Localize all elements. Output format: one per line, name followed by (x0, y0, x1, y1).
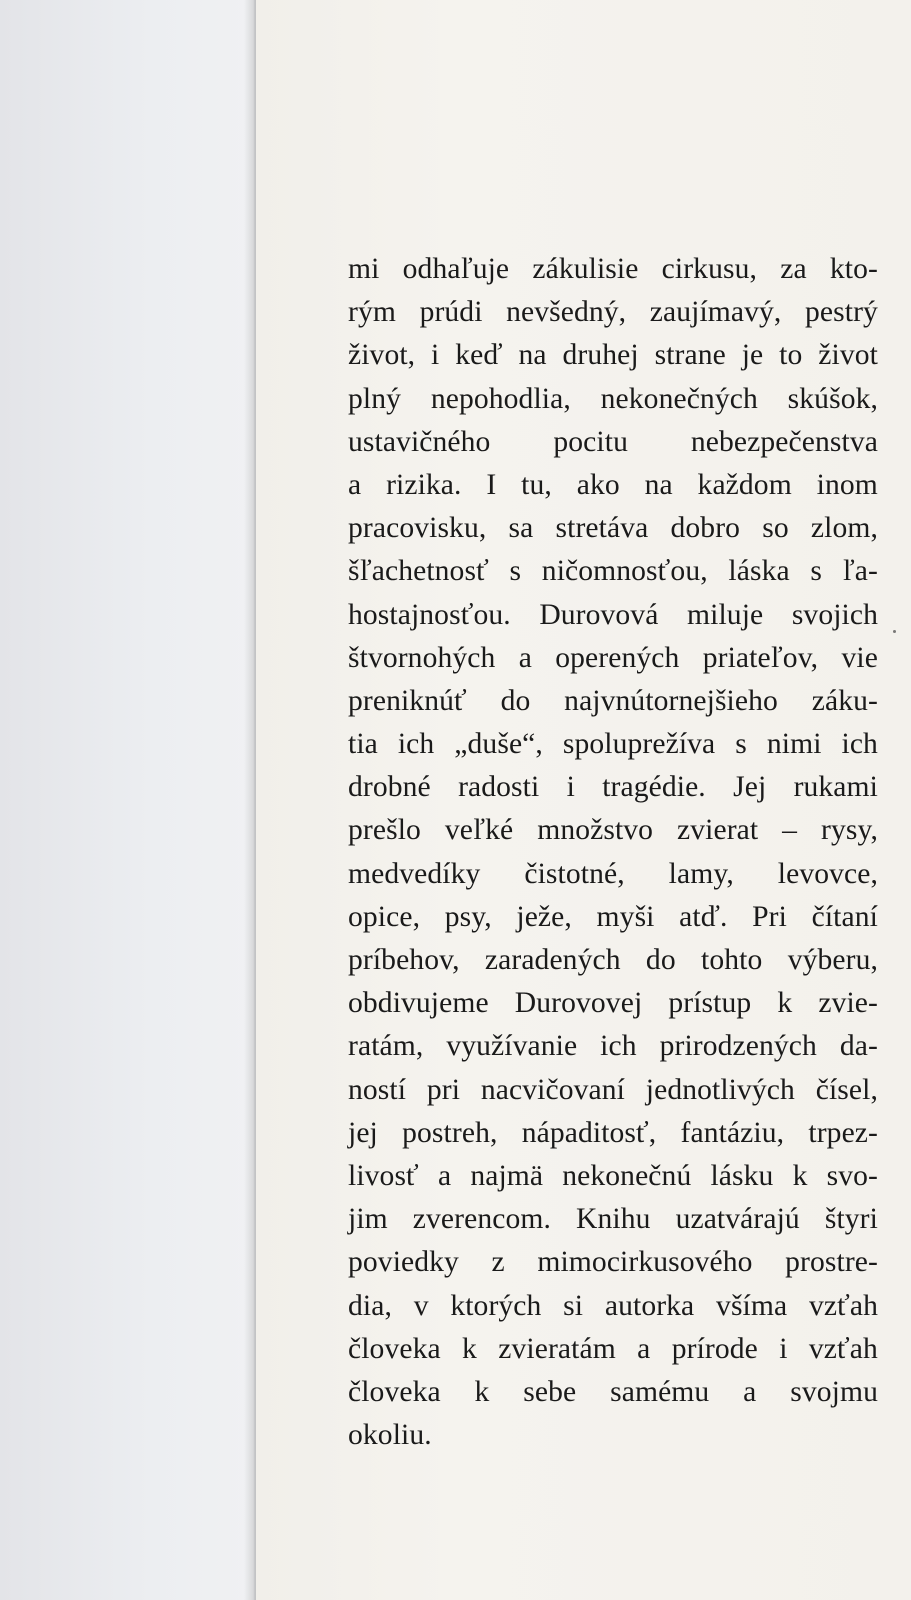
word: hostajnosťou. (348, 598, 511, 631)
word: a (743, 1375, 757, 1408)
word: jej (348, 1116, 378, 1149)
word: nacvičovaní (480, 1073, 625, 1106)
word: pestrý (805, 296, 878, 329)
word: rysy, (821, 814, 878, 847)
word: rizika. (386, 468, 462, 501)
word: tia (348, 728, 378, 761)
word: samému (610, 1375, 710, 1408)
word: obdivujeme (348, 987, 489, 1020)
word: svojich (791, 598, 878, 631)
text-line (348, 334, 878, 377)
word: mimocirkusového (537, 1246, 753, 1279)
body-text-paragraph (348, 248, 878, 1457)
word: prístup (668, 987, 752, 1020)
word: k (462, 1332, 477, 1365)
word: a (348, 468, 362, 501)
word: cirkusu, (661, 253, 757, 285)
word: ježe, (516, 900, 572, 933)
word: v (413, 1289, 429, 1322)
left-page (0, 0, 254, 1600)
word: uzatvárajú (675, 1203, 800, 1236)
word: človeka (348, 1375, 441, 1408)
word: prírode (671, 1332, 758, 1365)
word: človeka (348, 1332, 441, 1365)
text-line (348, 853, 878, 896)
word: I (486, 468, 497, 501)
word: vzťah (808, 1289, 878, 1322)
word: stretáva (555, 512, 649, 545)
word: i (779, 1332, 788, 1365)
word: dia, (348, 1289, 392, 1322)
word: spoluprežíva (562, 728, 716, 761)
word: miluje (687, 598, 764, 631)
text-line (348, 766, 878, 809)
word: a (637, 1332, 651, 1365)
text-line-last: okoliu. (348, 1419, 432, 1452)
text-line (348, 1069, 878, 1112)
word: fantáziu, (680, 1116, 785, 1149)
word: skúšok, (787, 382, 878, 415)
word: nekonečných (600, 382, 758, 415)
word: tohto (701, 944, 763, 976)
word: ničomnosťou, (541, 555, 708, 588)
text-line (348, 464, 878, 507)
word: drobné (348, 771, 431, 804)
text-line (348, 1112, 878, 1155)
word: čítaní (811, 900, 878, 933)
word: Knihu (576, 1203, 651, 1236)
word: ich (600, 1030, 637, 1063)
word: rukami (793, 771, 878, 804)
word: vie (841, 641, 878, 674)
word: Durovová (539, 598, 659, 631)
text-line (348, 723, 878, 766)
word: myši (596, 900, 655, 933)
word: inom (816, 468, 878, 501)
word: život, (348, 339, 416, 372)
word: odhaľuje (402, 253, 510, 285)
word: livosť (348, 1159, 419, 1192)
text-line (348, 1155, 878, 1198)
word: prešlo (348, 814, 421, 847)
word: pri (426, 1073, 461, 1106)
word: prúdi (419, 296, 483, 329)
word: zaujímavý, (649, 296, 782, 329)
word: kto- (829, 253, 878, 285)
word: zaradených (484, 944, 621, 976)
word: svojmu (790, 1375, 878, 1408)
text-line (348, 896, 878, 939)
text-line (348, 507, 878, 550)
word: preniknúť (348, 684, 467, 717)
word: nápaditosť, (521, 1116, 657, 1149)
text-line (348, 291, 878, 334)
word: operených (555, 641, 680, 674)
text-line (348, 421, 878, 464)
text-line (348, 594, 878, 637)
text-line (348, 550, 878, 593)
text-line (348, 637, 878, 680)
word: plný (348, 382, 402, 415)
word: nekonečnú (562, 1159, 692, 1192)
word: – (782, 814, 798, 847)
word: k (777, 987, 793, 1020)
word: trpez- (808, 1116, 878, 1149)
text-line (348, 1198, 878, 1241)
word: výberu, (787, 944, 878, 976)
word: príbehov, (348, 944, 460, 976)
word: zvierat (677, 814, 759, 847)
word: keď (455, 339, 503, 372)
word: zlom, (810, 512, 878, 545)
word: štvornohých (348, 641, 496, 674)
word: prostre- (785, 1246, 878, 1279)
word: opice, (348, 900, 421, 933)
word: lásku (710, 1159, 774, 1192)
word: druhej (562, 339, 639, 372)
word: za (780, 253, 807, 285)
text-line (348, 1371, 878, 1414)
word: Jej (733, 771, 767, 804)
word: da- (839, 1030, 878, 1063)
word: a (437, 1159, 452, 1192)
word: i (431, 339, 440, 372)
word: využívanie (446, 1030, 578, 1063)
text-line (348, 248, 878, 291)
word: Pri (752, 900, 787, 933)
word: čistotné, (524, 857, 625, 890)
word: Durovovej (514, 987, 643, 1020)
text-line (348, 982, 878, 1025)
word: s (810, 555, 822, 588)
word: štyri (824, 1203, 878, 1236)
word: svo- (826, 1159, 878, 1192)
word: nepohodlia, (430, 382, 571, 415)
word: šľachetnosť (348, 555, 489, 588)
word: „duše“, (454, 728, 543, 761)
word: život (818, 339, 878, 372)
word: lamy, (668, 857, 734, 890)
word: do (500, 684, 531, 717)
word: atď. (679, 900, 728, 933)
word: jednotlivých (645, 1073, 795, 1106)
word: všíma (716, 1289, 788, 1322)
text-line (348, 378, 878, 421)
word: autorka (604, 1289, 695, 1322)
word: najmä (470, 1159, 544, 1192)
word: k (792, 1159, 808, 1192)
word: a (518, 641, 532, 674)
word: ktorých (450, 1289, 542, 1322)
word: si (563, 1289, 584, 1322)
word: psy, (444, 900, 492, 933)
word: každom (697, 468, 792, 501)
word: medvedíky (348, 857, 481, 890)
word: nevšedný, (506, 296, 627, 329)
word: ich (841, 728, 878, 761)
word: ností (348, 1073, 407, 1106)
word: sa (508, 512, 534, 545)
word: čísel, (815, 1073, 878, 1106)
word: mi (348, 253, 380, 285)
word: jim (348, 1203, 388, 1236)
word: poviedky (348, 1246, 459, 1279)
word: prirodzených (659, 1030, 817, 1063)
word: tu, (521, 468, 552, 501)
word: k (474, 1375, 490, 1408)
word: dobro (670, 512, 741, 545)
word: nimi (766, 728, 822, 761)
word: láska (728, 555, 790, 588)
word: je (741, 339, 764, 372)
text-line (348, 1025, 878, 1068)
word: i (566, 771, 575, 804)
word: pracovisku, (348, 512, 487, 545)
word: zvie- (818, 987, 878, 1020)
text-line (348, 1285, 878, 1328)
word: sebe (523, 1375, 577, 1408)
word: zákulisie (532, 253, 639, 285)
word: to (779, 339, 803, 372)
word: nebezpečenstva (690, 425, 878, 458)
word: na (518, 339, 547, 372)
word: radosti (458, 771, 540, 804)
word: ustavičného (348, 425, 491, 458)
word: s (735, 728, 747, 761)
text-line (348, 809, 878, 852)
word: pocitu (553, 425, 628, 458)
word: strane (654, 339, 726, 372)
text-line (348, 680, 878, 723)
text-line (348, 939, 878, 982)
word: na (644, 468, 673, 501)
word: zvieratám (498, 1332, 616, 1365)
text-line (348, 1241, 878, 1284)
word: vzťah (808, 1332, 878, 1365)
word: z (491, 1246, 505, 1279)
word: levovce, (777, 857, 878, 890)
word: zverencom. (412, 1203, 552, 1236)
word: do (645, 944, 676, 976)
word: rým (348, 296, 396, 329)
word: ich (397, 728, 435, 761)
word: s (509, 555, 522, 588)
word: ratám, (348, 1030, 424, 1063)
word: záku- (811, 684, 878, 717)
word: množstvo (537, 814, 654, 847)
word: najvnútornejšieho (564, 684, 778, 717)
word: so (762, 512, 789, 545)
text-line (348, 1328, 878, 1371)
word: veľké (444, 814, 514, 847)
word: tragédie. (602, 771, 706, 804)
word: priateľov, (702, 641, 819, 674)
word: ako (576, 468, 620, 501)
word: postreh, (402, 1116, 498, 1149)
word: ľa- (842, 555, 878, 588)
paper-speck (893, 630, 896, 633)
